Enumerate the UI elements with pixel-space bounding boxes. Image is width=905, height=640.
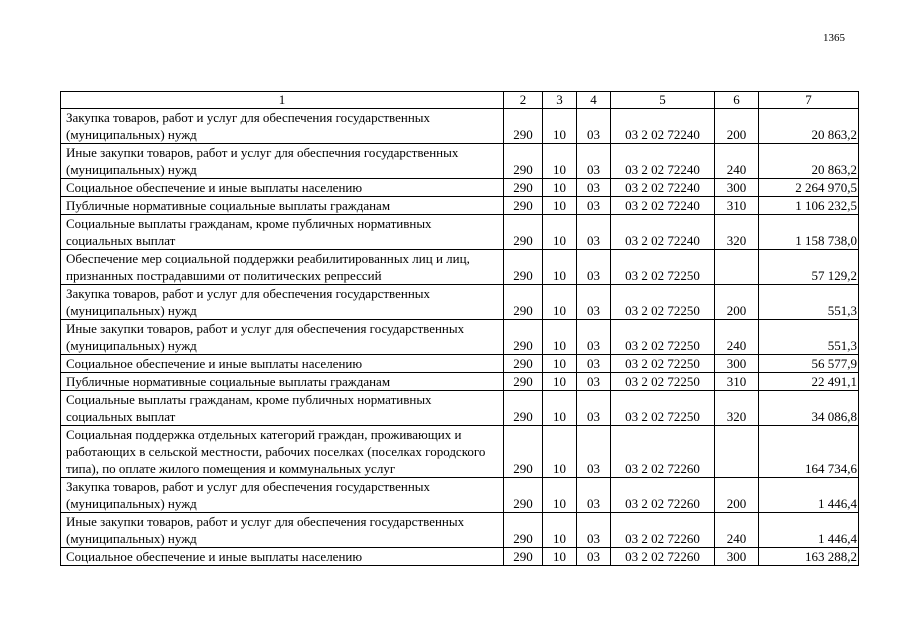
target-article-cell: 03 2 02 72260 <box>611 513 715 548</box>
subsection-code-cell: 03 <box>577 109 611 144</box>
item-name-cell: Социальные выплаты гражданам, кроме публичных нормативных социальных выплат <box>61 215 504 250</box>
admin-code-cell: 290 <box>504 215 543 250</box>
expense-type-cell: 300 <box>715 179 759 197</box>
section-code-cell: 10 <box>543 250 577 285</box>
item-name-cell: Социальная поддержка отдельных категорий граждан, проживающих и работающих в сельской местности, рабочих поселках (поселках городского типа), по оплате жилого помещения и коммунальных услуг <box>61 426 504 478</box>
admin-code-cell: 290 <box>504 144 543 179</box>
section-code-cell: 10 <box>543 513 577 548</box>
table-row <box>61 179 859 197</box>
amount-cell: 1 446,4 <box>759 513 859 548</box>
item-name-cell: Иные закупки товаров, работ и услуг для обеспечения государственных (муниципальных) нужд <box>61 320 504 355</box>
header-cell-6: 6 <box>715 92 759 109</box>
header-cell-5: 5 <box>611 92 715 109</box>
table-row <box>61 320 859 355</box>
header-cell-1: 1 <box>61 92 504 109</box>
amount-cell: 1 158 738,0 <box>759 215 859 250</box>
section-code-cell: 10 <box>543 355 577 373</box>
subsection-code-cell: 03 <box>577 285 611 320</box>
amount-cell: 22 491,1 <box>759 373 859 391</box>
admin-code-cell: 290 <box>504 179 543 197</box>
target-article-cell: 03 2 02 72240 <box>611 197 715 215</box>
subsection-code-cell: 03 <box>577 548 611 566</box>
table-row <box>61 109 859 144</box>
amount-cell: 163 288,2 <box>759 548 859 566</box>
section-code-cell: 10 <box>543 320 577 355</box>
item-name-cell: Закупка товаров, работ и услуг для обеспечения государственных (муниципальных) нужд <box>61 478 504 513</box>
amount-cell: 551,3 <box>759 285 859 320</box>
table-row <box>61 144 859 179</box>
expense-type-cell: 310 <box>715 197 759 215</box>
section-code-cell: 10 <box>543 144 577 179</box>
admin-code-cell: 290 <box>504 250 543 285</box>
admin-code-cell: 290 <box>504 513 543 548</box>
subsection-code-cell: 03 <box>577 513 611 548</box>
amount-cell: 164 734,6 <box>759 426 859 478</box>
expense-type-cell: 300 <box>715 548 759 566</box>
section-code-cell: 10 <box>543 197 577 215</box>
item-name-cell: Обеспечение мер социальной поддержки реабилитированных лиц и лиц, признанных пострадавшими от политических репрессий <box>61 250 504 285</box>
amount-cell: 57 129,2 <box>759 250 859 285</box>
target-article-cell: 03 2 02 72250 <box>611 250 715 285</box>
table-row <box>61 197 859 215</box>
expense-type-cell: 200 <box>715 285 759 320</box>
table-row <box>61 250 859 285</box>
table-row <box>61 215 859 250</box>
item-name-cell: Социальное обеспечение и иные выплаты населению <box>61 548 504 566</box>
admin-code-cell: 290 <box>504 548 543 566</box>
table-row <box>61 478 859 513</box>
item-name-cell: Социальное обеспечение и иные выплаты населению <box>61 179 504 197</box>
subsection-code-cell: 03 <box>577 144 611 179</box>
target-article-cell: 03 2 02 72240 <box>611 144 715 179</box>
target-article-cell: 03 2 02 72260 <box>611 548 715 566</box>
amount-cell: 551,3 <box>759 320 859 355</box>
header-cell-2: 2 <box>504 92 543 109</box>
table-row <box>61 513 859 548</box>
target-article-cell: 03 2 02 72250 <box>611 355 715 373</box>
section-code-cell: 10 <box>543 285 577 320</box>
target-article-cell: 03 2 02 72240 <box>611 109 715 144</box>
amount-cell: 56 577,9 <box>759 355 859 373</box>
item-name-cell: Иные закупки товаров, работ и услуг для обеспечения государственных (муниципальных) нужд <box>61 513 504 548</box>
section-code-cell: 10 <box>543 215 577 250</box>
item-name-cell: Закупка товаров, работ и услуг для обеспечения государственных (муниципальных) нужд <box>61 285 504 320</box>
item-name-cell: Социальные выплаты гражданам, кроме публичных нормативных социальных выплат <box>61 391 504 426</box>
amount-cell: 1 446,4 <box>759 478 859 513</box>
target-article-cell: 03 2 02 72260 <box>611 478 715 513</box>
section-code-cell: 10 <box>543 426 577 478</box>
header-cell-4: 4 <box>577 92 611 109</box>
expense-type-cell: 240 <box>715 513 759 548</box>
item-name-cell: Закупка товаров, работ и услуг для обеспечения государственных (муниципальных) нужд <box>61 109 504 144</box>
section-code-cell: 10 <box>543 478 577 513</box>
section-code-cell: 10 <box>543 179 577 197</box>
section-code-cell: 10 <box>543 548 577 566</box>
subsection-code-cell: 03 <box>577 391 611 426</box>
target-article-cell: 03 2 02 72240 <box>611 179 715 197</box>
page-number: 1365 <box>823 32 845 44</box>
header-cell-3: 3 <box>543 92 577 109</box>
admin-code-cell: 290 <box>504 320 543 355</box>
item-name-cell: Публичные нормативные социальные выплаты гражданам <box>61 373 504 391</box>
expense-type-cell <box>715 426 759 478</box>
amount-cell: 1 106 232,5 <box>759 197 859 215</box>
expense-type-cell: 310 <box>715 373 759 391</box>
expense-type-cell: 200 <box>715 109 759 144</box>
table-row <box>61 285 859 320</box>
subsection-code-cell: 03 <box>577 250 611 285</box>
section-code-cell: 10 <box>543 109 577 144</box>
table-row <box>61 355 859 373</box>
expense-type-cell: 240 <box>715 320 759 355</box>
table-row <box>61 391 859 426</box>
table-row <box>61 426 859 478</box>
item-name-cell: Публичные нормативные социальные выплаты гражданам <box>61 197 504 215</box>
target-article-cell: 03 2 02 72250 <box>611 391 715 426</box>
table-row <box>61 548 859 566</box>
subsection-code-cell: 03 <box>577 426 611 478</box>
admin-code-cell: 290 <box>504 197 543 215</box>
section-code-cell: 10 <box>543 373 577 391</box>
admin-code-cell: 290 <box>504 391 543 426</box>
subsection-code-cell: 03 <box>577 355 611 373</box>
budget-table <box>60 91 859 566</box>
amount-cell: 20 863,2 <box>759 109 859 144</box>
subsection-code-cell: 03 <box>577 197 611 215</box>
subsection-code-cell: 03 <box>577 215 611 250</box>
admin-code-cell: 290 <box>504 109 543 144</box>
subsection-code-cell: 03 <box>577 478 611 513</box>
admin-code-cell: 290 <box>504 373 543 391</box>
target-article-cell: 03 2 02 72260 <box>611 426 715 478</box>
header-cell-7: 7 <box>759 92 859 109</box>
expense-type-cell: 320 <box>715 391 759 426</box>
expense-type-cell: 200 <box>715 478 759 513</box>
expense-type-cell: 320 <box>715 215 759 250</box>
target-article-cell: 03 2 02 72240 <box>611 215 715 250</box>
target-article-cell: 03 2 02 72250 <box>611 320 715 355</box>
item-name-cell: Иные закупки товаров, работ и услуг для обеспечния государственных (муниципальных) нужд <box>61 144 504 179</box>
amount-cell: 34 086,8 <box>759 391 859 426</box>
table-body <box>61 92 859 566</box>
admin-code-cell: 290 <box>504 285 543 320</box>
table-header-row <box>61 92 859 109</box>
item-name-cell: Социальное обеспечение и иные выплаты населению <box>61 355 504 373</box>
subsection-code-cell: 03 <box>577 179 611 197</box>
subsection-code-cell: 03 <box>577 373 611 391</box>
target-article-cell: 03 2 02 72250 <box>611 373 715 391</box>
table-row <box>61 373 859 391</box>
admin-code-cell: 290 <box>504 355 543 373</box>
amount-cell: 2 264 970,5 <box>759 179 859 197</box>
subsection-code-cell: 03 <box>577 320 611 355</box>
section-code-cell: 10 <box>543 391 577 426</box>
admin-code-cell: 290 <box>504 426 543 478</box>
expense-type-cell: 240 <box>715 144 759 179</box>
expense-type-cell <box>715 250 759 285</box>
amount-cell: 20 863,2 <box>759 144 859 179</box>
expense-type-cell: 300 <box>715 355 759 373</box>
target-article-cell: 03 2 02 72250 <box>611 285 715 320</box>
admin-code-cell: 290 <box>504 478 543 513</box>
